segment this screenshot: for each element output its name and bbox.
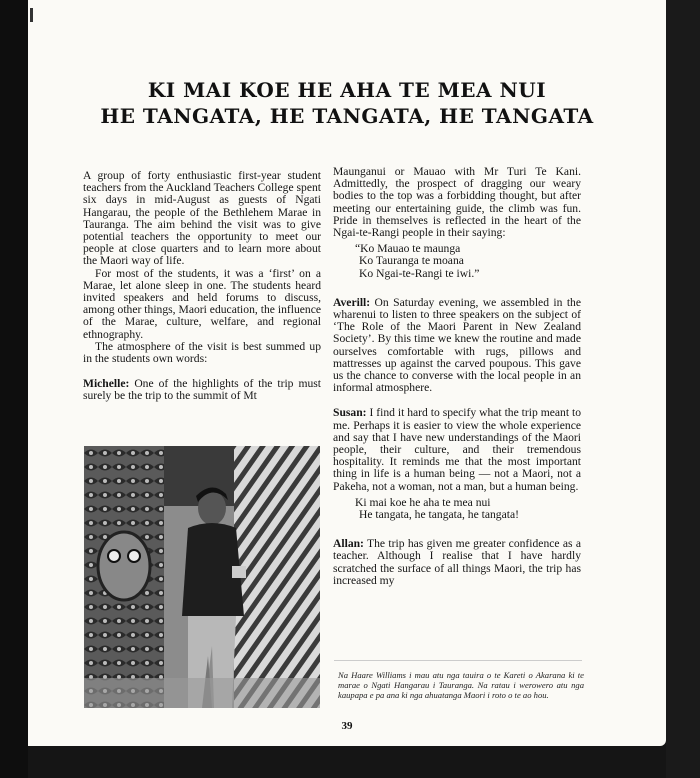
michelle-paragraph (83, 378, 321, 402)
saying-line: “Ko Mauao te maunga (355, 242, 461, 256)
saying-line: Ko Tauranga te moana (359, 254, 464, 268)
photo-caption: Na Haare Williams i mau atu nga tauira o te Kareti o Akarana ki te marae o Ngati Hangarau i Tauranga. Na ratau i werowero atu nga kaupapa e pa ana ki nga ahuatanga Maori i roto o te ao hou. (338, 670, 584, 700)
speaker-susan: Susan: (333, 406, 367, 420)
proverb (355, 497, 581, 521)
maunganui-paragraph: Maunganui or Mauao with Mr Turi Te Kani. Admittedly, the prospect of dragging our weary bodies to the top was a forbidding thought, but after meeting our entertaining guide, the climb was fun. Pride in themselves is reflected in the heart of the Ngai-te-Rangi people in their saying: (333, 165, 581, 240)
left-text-column (83, 170, 321, 403)
carved-panel-right (234, 446, 320, 708)
susan-paragraph (333, 407, 581, 492)
allan-paragraph (333, 538, 581, 587)
speaker-allan: Allan: (333, 537, 364, 551)
page-number: 39 (341, 720, 353, 732)
article-title-line-2: HE TANGATA, HE TANGATA, HE TANGATA (100, 104, 594, 128)
averill-paragraph (333, 297, 581, 395)
allan-text: The trip has given me greater confidence as a teacher. Although I realise that I have hardly scratched the surface of all things Maori, the trip has increased my (333, 537, 581, 587)
scan-border-right (666, 0, 700, 778)
intro-paragraph: A group of forty enthusiastic first-year student teachers from the Auckland Teachers College spent six days in mid-August as guests of Ngati Hangarau, the people of the Bethlehem Marae in Tauranga. The aim behind the visit was to give potential teachers the opportunity to meet our people at close quarters and to learn more about the Maori way of life. (83, 169, 321, 268)
article-title-line-1: KI MAI KOE HE AHA TE MEA NUI (147, 78, 547, 102)
ngai-te-rangi-saying (355, 243, 581, 280)
susan-text: I find it hard to specify what the trip meant to me. Perhaps it is easier to view the whole experience and say that I have new understandings of the Maori people, their culture, and their tremendous hospitality. It reminds me that the most important thing in life is a human being — not a Maori, not a Pakeha, not a woman, not a man, but a human being. (333, 406, 581, 493)
page-marker (30, 8, 33, 22)
saying-line: Ko Ngai-te-Rangi te iwi.” (359, 266, 480, 280)
speaker-michelle: Michelle: (83, 377, 130, 391)
proverb-line: Ki mai koe he aha te mea nui (355, 495, 491, 509)
atmosphere-paragraph: The atmosphere of the visit is best summed up in the students own words: (83, 339, 321, 366)
students-paragraph: For most of the students, it was a ‘first’ on a Marae, let alone sleep in one. The students heard invited speakers and held forums to discuss, among other things, Maori education, the influence of the Marae, culture, welfare, and regional ethnography. (83, 266, 321, 341)
right-text-column (333, 166, 581, 587)
scan-border-left (0, 0, 28, 778)
michelle-text: One of the highlights of the trip must surely be the trip to the summit of Mt (83, 377, 321, 403)
caption-divider (334, 660, 582, 661)
speaker-averill: Averill: (333, 295, 371, 309)
photo-illustration (84, 446, 320, 708)
marae-photograph (84, 446, 320, 708)
proverb-line: He tangata, he tangata, he tangata! (359, 508, 519, 522)
averill-text: On Saturday evening, we assembled in the wharenui to listen to three speakers on the subject of ‘The Role of the Maori Parent in New Zealand Society’. By this time we knew the routine and made ourselves comfortable with rugs, pillows and mattresses up against the carved poupous. This gave us the chance to converse with the local people in an informal atmosphere. (333, 295, 581, 395)
